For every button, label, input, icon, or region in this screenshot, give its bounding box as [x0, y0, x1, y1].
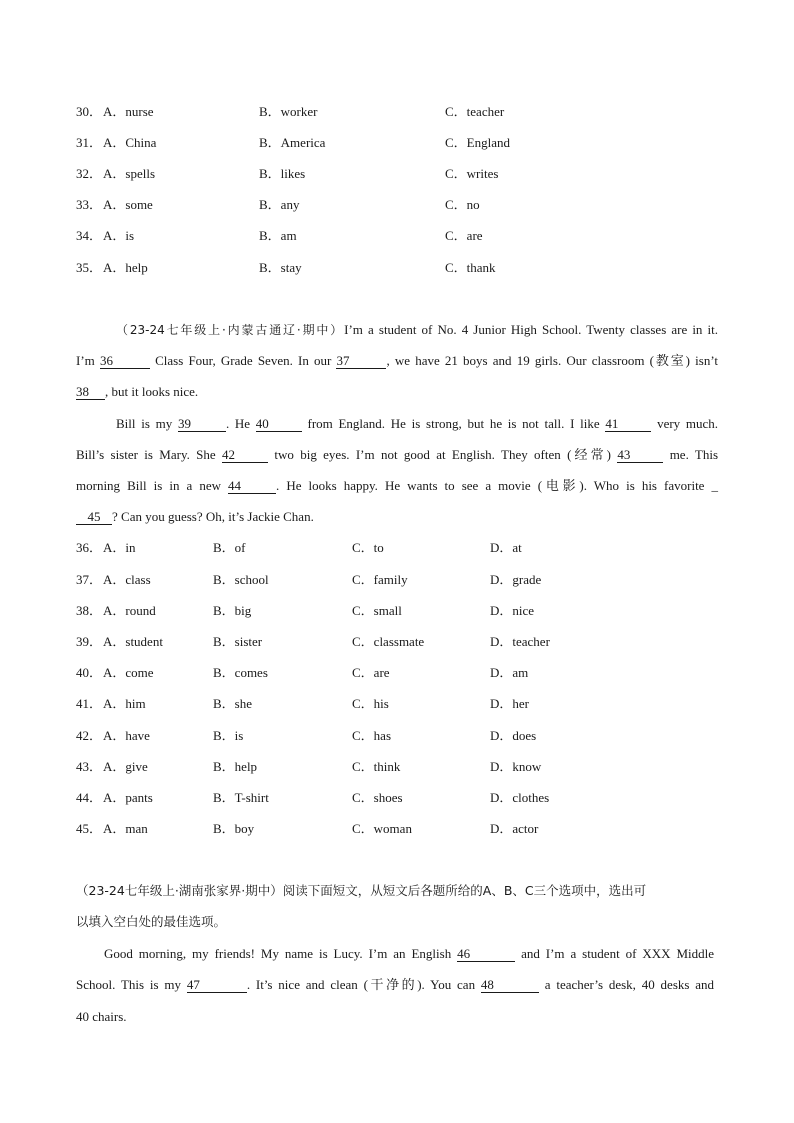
passage-text: . He looks happy. He wants to see a movie (电影). Who is his favorite _ [276, 478, 718, 493]
option-c: C．small [352, 603, 402, 618]
blank-40: 40 [256, 416, 302, 432]
passage-text: Good morning, my friends! My name is Lucy. I’m an English [104, 946, 452, 961]
option-d: D．does [490, 728, 537, 743]
option-b: B．stay [259, 260, 302, 275]
passage-text: me. This [669, 447, 719, 462]
question-number: 42． [76, 728, 103, 743]
passage-line [104, 945, 714, 963]
passage-text: , we have 21 boys and 19 girls. Our classroom (教室) isn’t [386, 353, 719, 368]
blank-48: 48 [481, 977, 539, 993]
option-b: B．any [259, 197, 300, 212]
question-number: 37． [76, 572, 103, 587]
passage-line [76, 383, 718, 401]
option-a: A．in [103, 540, 136, 555]
option-d: D．clothes [490, 790, 550, 805]
passage-line [76, 446, 718, 464]
option-c: C．England [445, 135, 510, 150]
passage-text: and I’m a student of XXX Middle [521, 946, 714, 961]
passage-text: I’m a student of No. 4 Junior High School. Twenty classes are in it. [344, 322, 719, 337]
passage-text: . It’s nice and clean (干净的). You can [246, 977, 476, 992]
option-a: A．some [103, 197, 153, 212]
option-b: B．she [213, 696, 253, 711]
question-number: 34． [76, 228, 103, 243]
option-c: C．classmate [352, 634, 425, 649]
question-number: 32． [76, 166, 103, 181]
option-a: A．nurse [103, 104, 154, 119]
option-a: A．spells [103, 166, 156, 181]
option-c: C．teacher [445, 104, 505, 119]
option-b: B．of [213, 540, 246, 555]
question-number: 40． [76, 665, 103, 680]
passage-text: Bill is my [116, 416, 173, 431]
option-c: C．has [352, 728, 392, 743]
question-number: 38． [76, 603, 103, 618]
option-c: C．writes [445, 166, 499, 181]
question-number: 36． [76, 540, 103, 555]
option-b: B．help [213, 759, 258, 774]
option-c: C．are [445, 228, 483, 243]
option-a: A．class [103, 572, 151, 587]
question-number: 43． [76, 759, 103, 774]
option-c: C．are [352, 665, 390, 680]
passage-line [76, 976, 714, 994]
passage-text: from England. He is strong, but he is not tall. I like [307, 416, 600, 431]
option-b: B．is [213, 728, 244, 743]
option-b: B．comes [213, 665, 268, 680]
option-d: D．grade [490, 572, 542, 587]
option-b: B．worker [259, 104, 318, 119]
passage-text: a teacher’s desk, 40 desks and [544, 977, 715, 992]
source-label: （23-24七年级上·内蒙古通辽·期中） [116, 323, 345, 337]
option-a: A．man [103, 821, 148, 836]
passage-line: 40 chairs. [76, 1009, 127, 1024]
option-d: D．her [490, 696, 529, 711]
question-number: 31． [76, 135, 103, 150]
instruction-line: 以填入空白处的最佳选项。 [76, 914, 227, 929]
option-d: D．nice [490, 603, 535, 618]
passage-text: Class Four, Grade Seven. In our [155, 353, 332, 368]
blank-41: 41 [605, 416, 651, 432]
option-c: C．woman [352, 821, 412, 836]
question-number: 30． [76, 104, 103, 119]
question-number: 33． [76, 197, 103, 212]
passage-text: School. This is my [76, 977, 181, 992]
option-c: C．no [445, 197, 480, 212]
option-a: A．give [103, 759, 148, 774]
option-b: B．big [213, 603, 252, 618]
blank-43: 43 [617, 447, 663, 463]
option-a: A．help [103, 260, 148, 275]
question-number: 44． [76, 790, 103, 805]
passage-text: ? Can you guess? Oh, it’s Jackie Chan. [112, 509, 314, 524]
blank-36: 36 [100, 353, 150, 369]
option-c: C．family [352, 572, 408, 587]
option-b: B．school [213, 572, 269, 587]
option-a: A．pants [103, 790, 153, 805]
passage-line [76, 352, 718, 370]
option-b: B．boy [213, 821, 255, 836]
option-b: B．America [259, 135, 326, 150]
passage-line [116, 321, 718, 339]
option-a: A．come [103, 665, 154, 680]
option-d: D．am [490, 665, 529, 680]
option-d: D．actor [490, 821, 539, 836]
blank-44: 44 [228, 478, 276, 494]
passage-line [76, 508, 718, 526]
passage-text: I’m [76, 353, 95, 368]
blank-42: 42 [222, 447, 268, 463]
passage-text: very much. [657, 416, 719, 431]
question-number: 45． [76, 821, 103, 836]
question-number: 35． [76, 260, 103, 275]
option-c: C．shoes [352, 790, 403, 805]
passage-line [116, 415, 718, 433]
option-a: A．student [103, 634, 163, 649]
question-number: 41． [76, 696, 103, 711]
option-c: C．to [352, 540, 384, 555]
option-b: B．T-shirt [213, 790, 269, 805]
option-a: A．round [103, 603, 156, 618]
blank-46: 46 [457, 946, 515, 962]
blank-37: 37 [336, 353, 386, 369]
passage-text: Bill’s sister is Mary. She [76, 447, 216, 462]
option-c: C．think [352, 759, 401, 774]
passage-text: morning Bill is in a new [76, 478, 221, 493]
blank-38: 38 [76, 384, 105, 400]
option-a: A．have [103, 728, 150, 743]
blank-47: 47 [187, 977, 247, 993]
question-number: 39． [76, 634, 103, 649]
blank-45: 45 [76, 509, 112, 525]
option-a: A．is [103, 228, 135, 243]
option-b: B．likes [259, 166, 306, 181]
passage-line [76, 477, 718, 495]
option-d: D．know [490, 759, 542, 774]
option-d: D．teacher [490, 634, 550, 649]
instruction-line: （23-24七年级上·湖南张家界·期中）阅读下面短文，从短文后各题所给的A、B、C三个选项中，选出可 [76, 883, 647, 898]
option-b: B．am [259, 228, 297, 243]
passage-text: . He [225, 416, 251, 431]
option-c: C．his [352, 696, 389, 711]
option-a: A．him [103, 696, 146, 711]
option-c: C．thank [445, 260, 496, 275]
option-d: D．at [490, 540, 522, 555]
option-a: A．China [103, 135, 157, 150]
option-b: B．sister [213, 634, 263, 649]
passage-text: two big eyes. I’m not good at English. They often (经常) [274, 447, 611, 462]
passage-text: , but it looks nice. [105, 384, 199, 399]
blank-39: 39 [178, 416, 226, 432]
